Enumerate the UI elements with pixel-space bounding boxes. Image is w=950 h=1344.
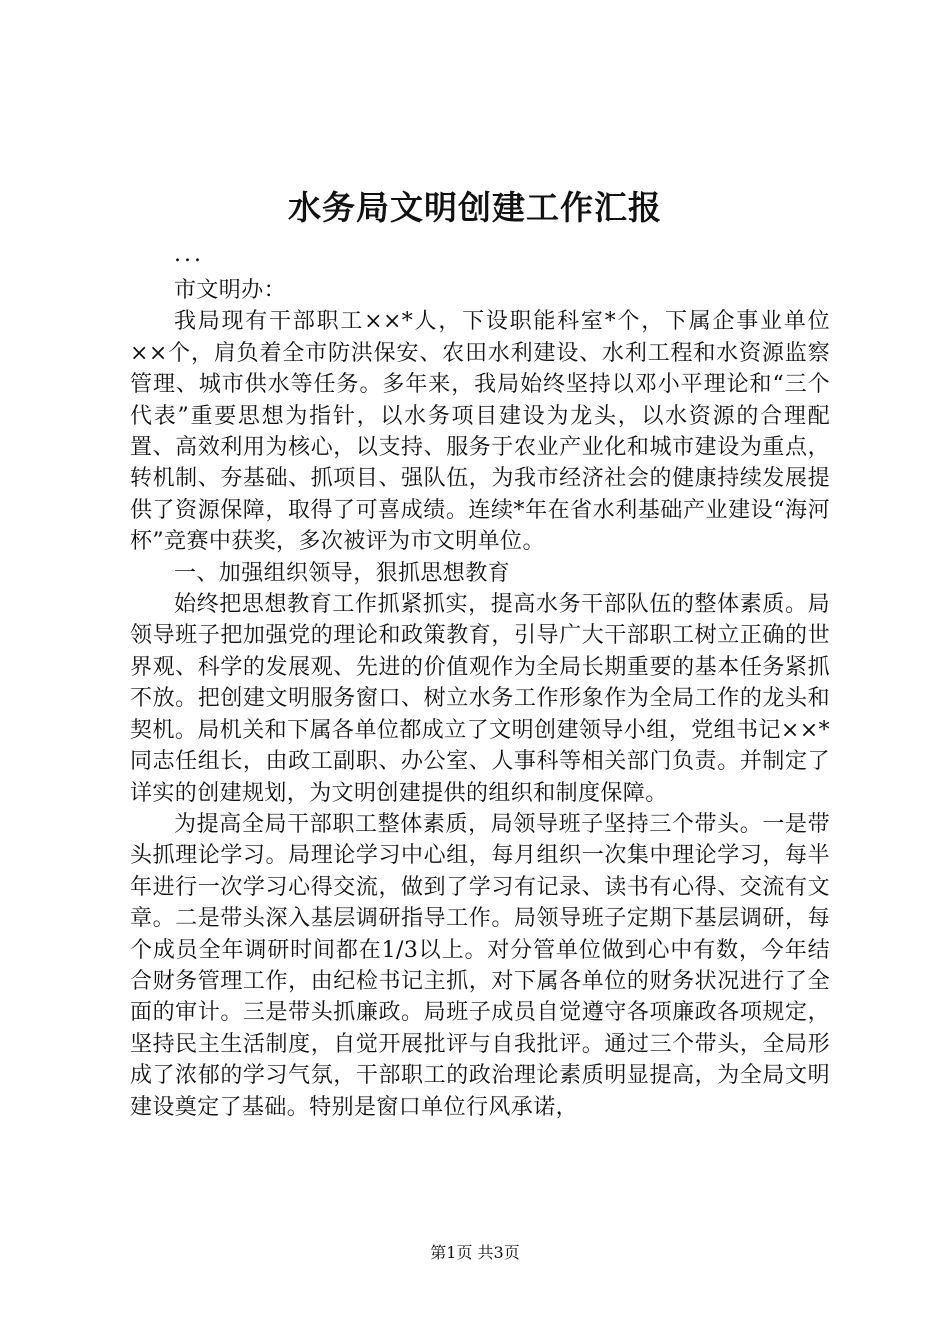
page-footer: 第1页 共3页 — [430, 1243, 520, 1262]
paragraph-section-1: 始终把思想教育工作抓紧抓实，提高水务干部队伍的整体素质。局领导班子把加强党的理论和政策教育，引导广大干部职工树立正确的世界观、科学的发展观、先进的价值观作为全局长期重要的基本任务紧抓不放。把创建文明服务窗口、树立水务工作形象作为全局工作的龙头和契机。局机关和下属各单位都成立了文明创建领导小组，党组书记××*同志任组长，由政工副职、办公室、人事科等相关部门负责。并制定了详实的创建规划，为文明创建提供的组织和制度保障。 — [130, 592, 830, 806]
document-body — [130, 244, 830, 1123]
section-heading-1: 一、加强组织领导，狠抓思想教育 — [174, 560, 511, 586]
ellipsis-line: ... — [174, 242, 204, 267]
paragraph-intro: 我局现有干部职工××*人，下设职能科室*个，下属企事业单位××个，肩负着全市防洪保安、农田水利建设、水利工程和水资源监察管理、城市供水等任务。多年来，我局始终坚持以邓小平理论和“三个代表”重要思想为指针，以水务项目建设为龙头，以水资源的合理配置、高效利用为核心，以支持、服务于农业产业化和城市建设为重点，转机制、夯基础、抓项目、强队伍，为我市经济社会的健康持续发展提供了资源保障，取得了可喜成绩。连续*年在省水利基础产业建设“海河杯”竞赛中获奖，多次被评为市文明单位。 — [130, 309, 830, 555]
salutation: 市文明办： — [174, 278, 287, 303]
document-title: 水务局文明创建工作汇报 — [288, 188, 662, 227]
paragraph-three-leads: 为提高全局干部职工整体素质，局领导班子坚持三个带头。一是带头抓理论学习。局理论学习中心组，每月组织一次集中理论学习，每半年进行一次学习心得交流，做到了学习有记录、读书有心得、交流有文章。二是带头深入基层调研指导工作。局领导班子定期下基层调研，每个成员全年调研时间都在1/3以上。对分管单位做到心中有数，今年结合财务管理工作，由纪检书记主抓，对下属各单位的财务状况进行了全面的审计。三是带头抓廉政。局班子成员自觉遵守各项廉政各项规定，坚持民主生活制度，自觉开展批评与自我批评。通过三个带头，全局形成了浓郁的学习气氛，干部职工的政治理论素质明显提高，为全局文明建设奠定了基础。特别是窗口单位行风承诺， — [130, 811, 830, 1120]
